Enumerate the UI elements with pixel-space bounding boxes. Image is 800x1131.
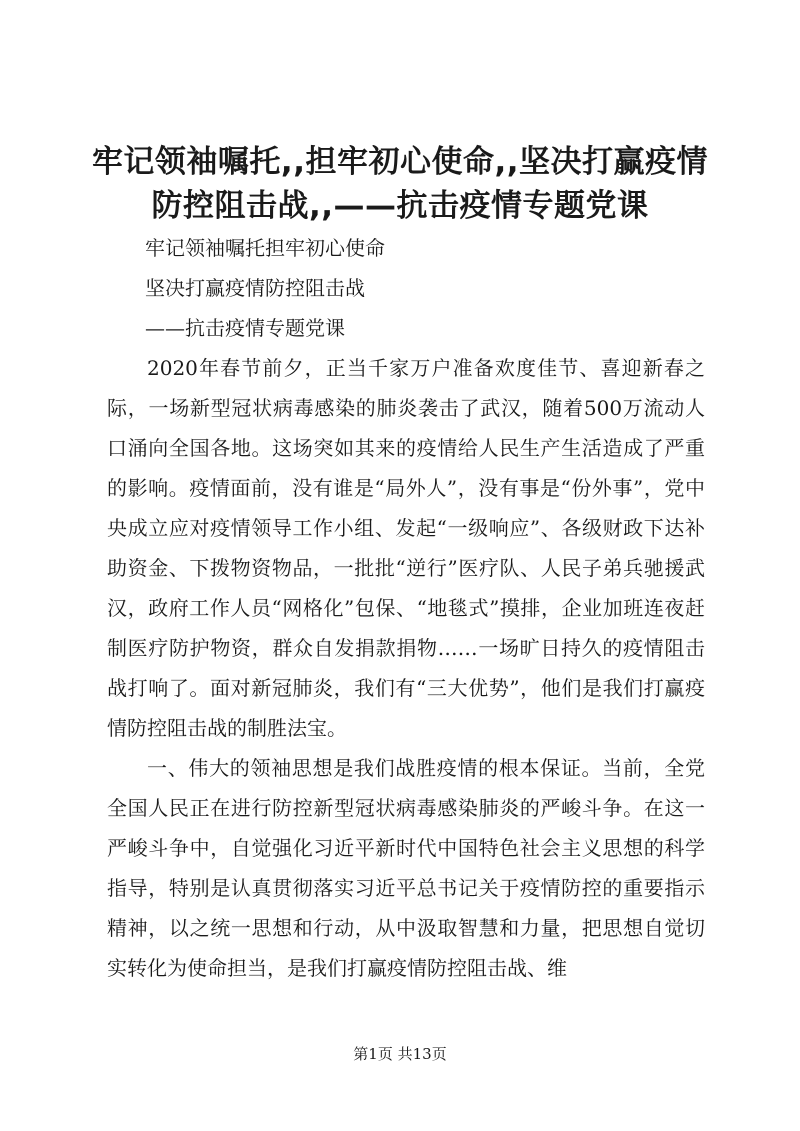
document-title [60, 140, 740, 228]
page-number-footer: 第1页 共13页 [353, 1045, 447, 1063]
document-body [107, 228, 705, 988]
subtitle-line: 坚决打赢疫情防控阻击战 [145, 276, 365, 300]
subtitle-line: 牢记领袖嘱托担牢初心使命 [145, 236, 385, 260]
title-line-2: 防控阻击战,,——抗击疫情专题党课 [151, 188, 649, 224]
title-line-1: 牢记领袖嘱托,,担牢初心使命,,坚决打赢疫情 [91, 144, 709, 180]
subtitle-line: ——抗击疫情专题党课 [145, 316, 345, 340]
body-paragraph: 一、伟大的领袖思想是我们战胜疫情的根本保证。当前，全党全国人民正在进行防控新型冠状病毒感染肺炎的严峻斗争。在这一严峻斗争中，自觉强化习近平新时代中国特色社会主义思想的科学指导，特别是认真贯彻落实习近平总书记关于疫情防控的重要指示精神，以之统一思想和行动，从中汲取智慧和力量，把思想自觉切实转化为使命担当，是我们打赢疫情防控阻击战、维 [107, 756, 705, 980]
body-paragraph: 2020年春节前夕，正当千家万户准备欢度佳节、喜迎新春之际，一场新型冠状病毒感染的肺炎袭击了武汉，随着500万流动人口涌向全国各地。这场突如其来的疫情给人民生产生活造成了严重的影响。疫情面前，没有谁是“局外人”，没有事是“份外事”，党中央成立应对疫情领导工作小组、发起“一级响应”、各级财政下达补助资金、下拨物资物品，一批批“逆行”医疗队、人民子弟兵驰援武汉，政府工作人员“网格化”包保、“地毯式”摸排，企业加班连夜赶制医疗防护物资，群众自发捐款捐物……一场旷日持久的疫情阻击战打响了。面对新冠肺炎，我们有“三大优势”，他们是我们打赢疫情防控阻击战的制胜法宝。 [107, 356, 705, 740]
